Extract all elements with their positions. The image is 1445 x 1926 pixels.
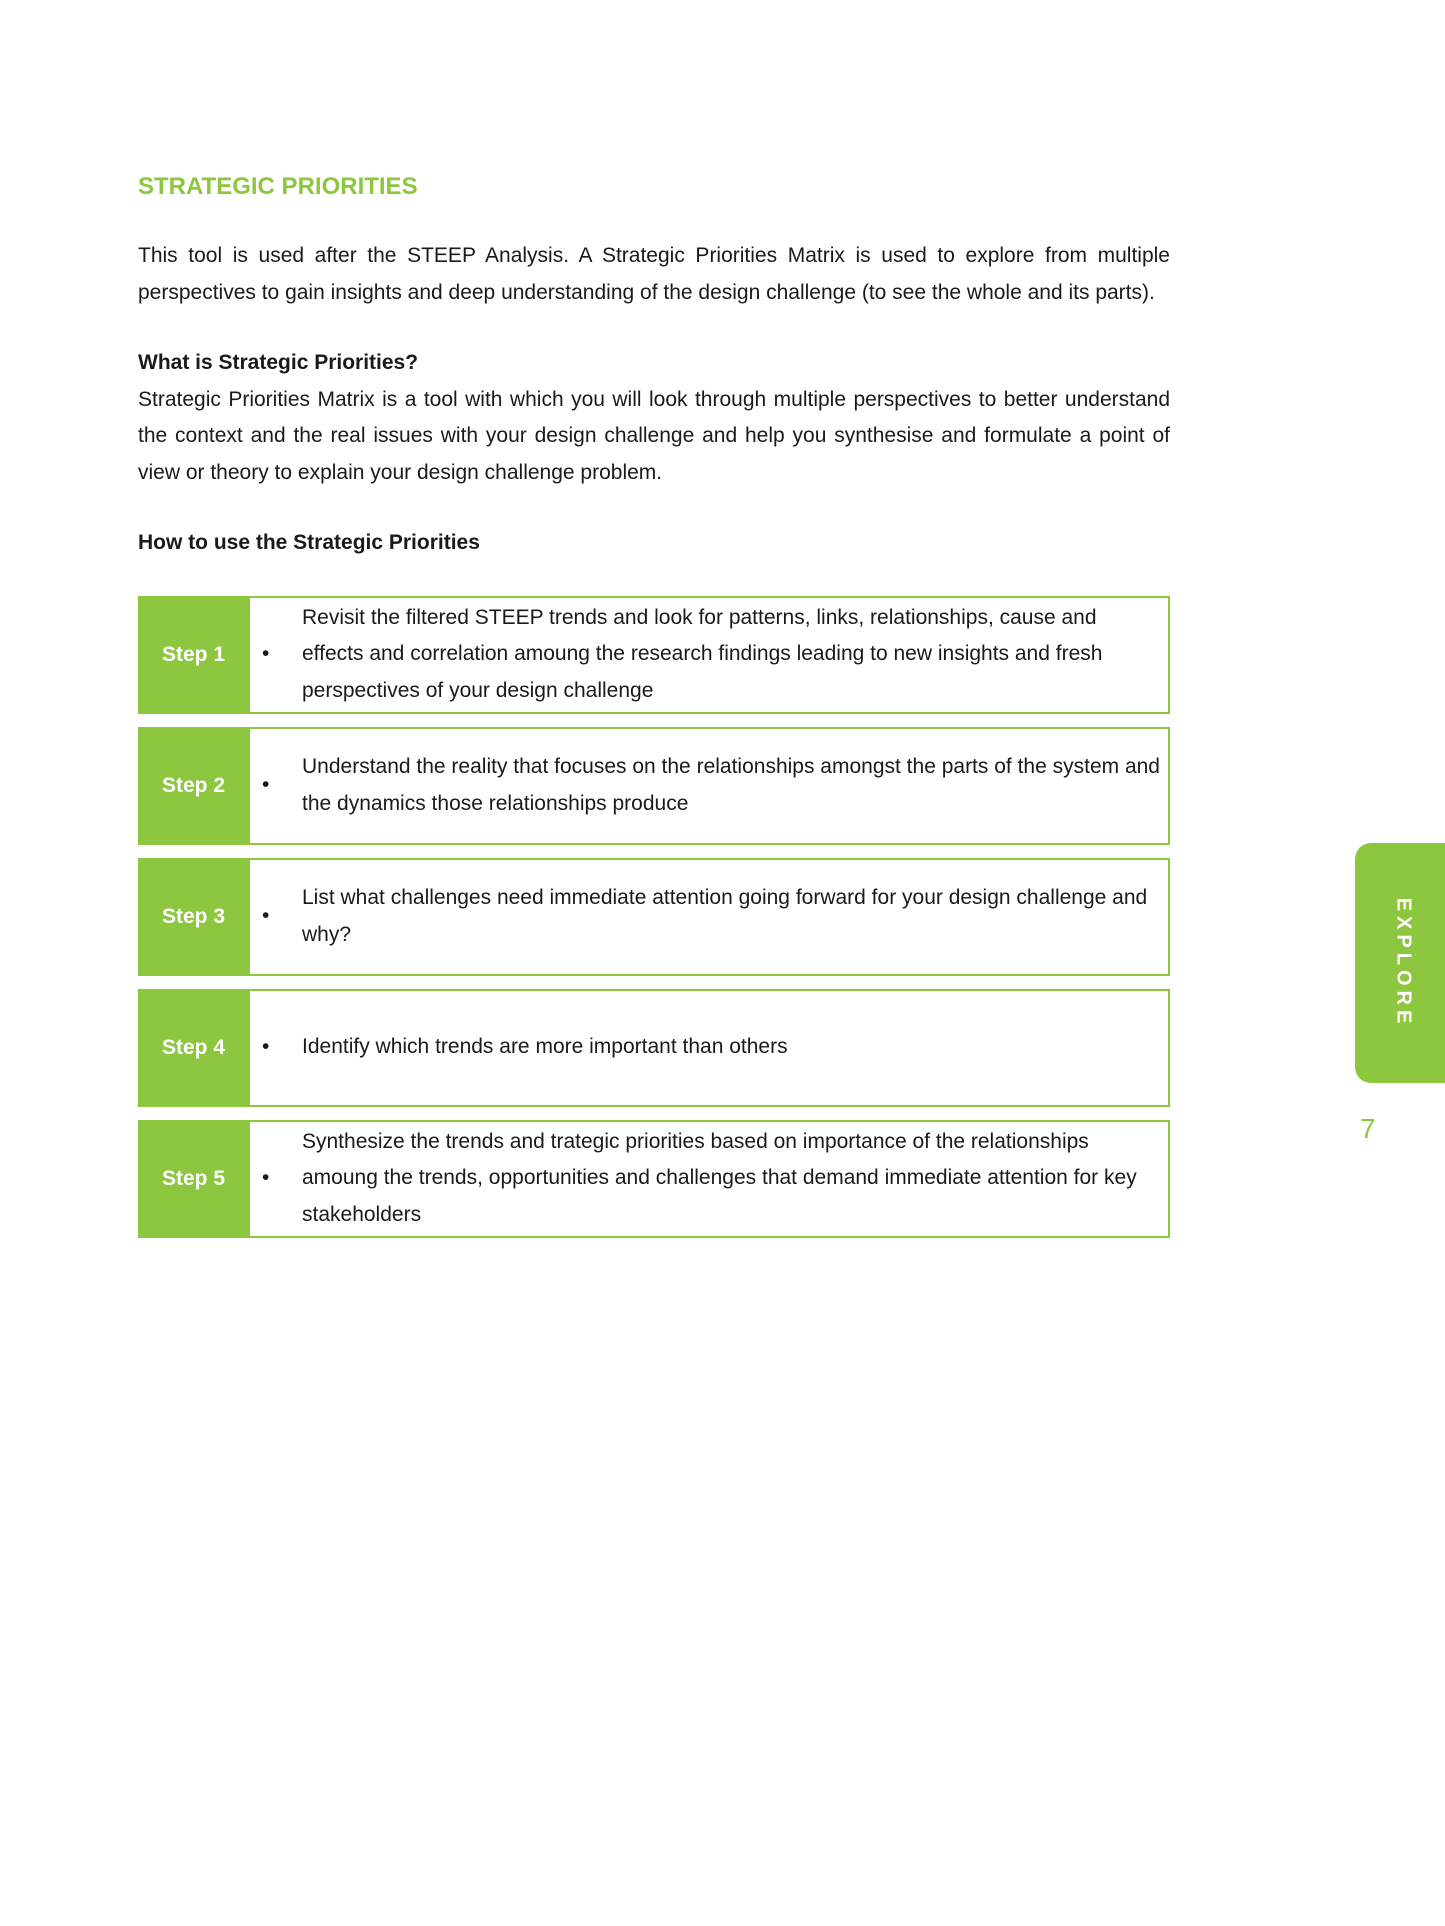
step-body [250,991,1168,1105]
section-title: STRATEGIC PRIORITIES [138,173,418,200]
step-row-3 [138,858,1170,976]
step-label: Step 4 [140,991,250,1105]
step-row-2 [138,727,1170,845]
step-row-1 [138,596,1170,714]
step-text: List what challenges need immediate attention going forward for your design challenge and why? [302,886,1148,946]
step-body [250,598,1168,712]
step-text: Revisit the filtered STEEP trends and look for patterns, links, relationships, cause and effects and correlation amoung the research findings leading to new insights and fresh perspectives of your design challenge [302,605,1103,702]
what-is-heading: What is Strategic Priorities? [138,351,419,374]
step-label: Step 1 [140,598,250,712]
step-body [250,1122,1168,1236]
step-body [250,860,1168,974]
step-row-4 [138,989,1170,1107]
explore-side-tab [1355,843,1445,1083]
bullet-icon: • [262,773,270,797]
side-tab-label: EXPLORE [1392,897,1415,1029]
step-label: Step 3 [140,860,250,974]
bullet-icon: • [262,904,270,928]
step-text: Identify which trends are more important than others [302,1035,788,1059]
step-text: Synthesize the trends and trategic priorities based on importance of the relationships amoung the trends, opportunities and challenges that demand immediate attention for key stakeholders [302,1129,1137,1226]
step-row-5 [138,1120,1170,1238]
how-to-heading: How to use the Strategic Priorities [138,531,480,554]
page-number: 7 [1360,1113,1376,1144]
bullet-icon: • [262,1035,270,1059]
intro-paragraph: This tool is used after the STEEP Analysis. A Strategic Priorities Matrix is used to explore from multiple perspectives to gain insights and deep understanding of the design challenge (to see the whole and its parts). [138,244,1170,304]
steps-table [138,596,1170,1238]
what-is-body: Strategic Priorities Matrix is a tool with which you will look through multiple perspectives to better understand the context and the real issues with your design challenge and help you synthesise and formulate a point of view or theory to explain your design challenge problem. [138,387,1170,484]
step-label: Step 5 [140,1122,250,1236]
step-label: Step 2 [140,729,250,843]
step-body [250,729,1168,843]
bullet-icon: • [262,642,270,666]
bullet-icon: • [262,1166,270,1190]
page-content [138,166,1170,1251]
step-text: Understand the reality that focuses on the relationships amongst the parts of the system and the dynamics those relationships produce [302,755,1160,815]
